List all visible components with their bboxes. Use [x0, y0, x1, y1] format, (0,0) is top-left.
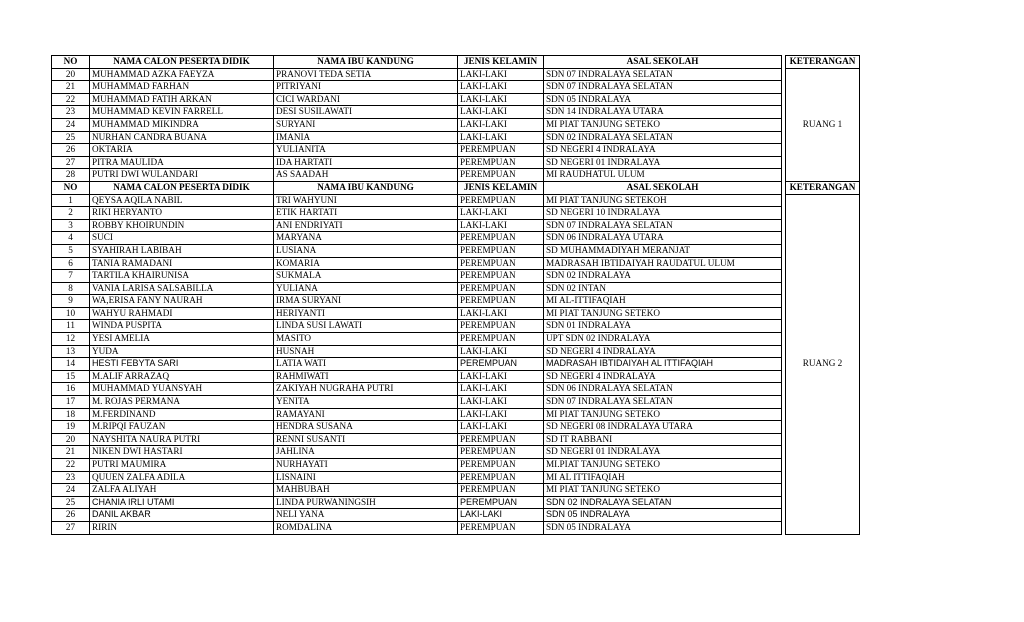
cell-keterangan-ruang: RUANG 2 [786, 194, 860, 534]
cell-asal-sekolah: MI PIAT TANJUNG SETEKOH [544, 194, 782, 207]
cell-nama-ibu: IRMA SURYANI [274, 295, 458, 308]
header-no: NO [52, 56, 90, 69]
table-row [52, 93, 860, 106]
cell-jenis-kelamin: LAKI-LAKI [458, 93, 544, 106]
header-jenis-kelamin: JENIS KELAMIN [458, 181, 544, 194]
cell-nama-ibu: LUSIANA [274, 244, 458, 257]
cell-no: 20 [52, 433, 90, 446]
table-row [52, 496, 860, 509]
header-no: NO [52, 181, 90, 194]
table-row [52, 270, 860, 283]
cell-nama-ibu: PITRIYANI [274, 81, 458, 94]
column-gap [782, 144, 786, 157]
cell-nama-calon: MUHAMMAD AZKA FAEYZA [90, 68, 274, 81]
cell-nama-ibu: HENDRA SUSANA [274, 421, 458, 434]
cell-asal-sekolah: SDN 07 INDRALAYA SELATAN [544, 219, 782, 232]
cell-nama-ibu: MARYANA [274, 232, 458, 245]
cell-jenis-kelamin: LAKI-LAKI [458, 307, 544, 320]
cell-nama-calon: ROBBY KHOIRUNDIN [90, 219, 274, 232]
table-row [52, 207, 860, 220]
document-page [51, 55, 859, 535]
cell-nama-calon: SUCI [90, 232, 274, 245]
cell-asal-sekolah: UPT SDN 02 INDRALAYA [544, 333, 782, 346]
cell-no: 23 [52, 471, 90, 484]
cell-nama-calon: VANIA LARISA SALSABILLA [90, 282, 274, 295]
column-gap [782, 282, 786, 295]
cell-jenis-kelamin: PEREMPUAN [458, 459, 544, 472]
cell-jenis-kelamin: PEREMPUAN [458, 257, 544, 270]
column-gap [782, 232, 786, 245]
cell-jenis-kelamin: PEREMPUAN [458, 144, 544, 157]
cell-no: 28 [52, 169, 90, 182]
cell-no: 25 [52, 131, 90, 144]
cell-no: 12 [52, 333, 90, 346]
cell-jenis-kelamin: PEREMPUAN [458, 446, 544, 459]
cell-nama-calon: MUHAMMAD YUANSYAH [90, 383, 274, 396]
cell-nama-calon: PUTRI DWI WULANDARI [90, 169, 274, 182]
header-nama-calon: NAMA CALON PESERTA DIDIK [90, 56, 274, 69]
cell-asal-sekolah: SDN 07 INDRALAYA SELATAN [544, 81, 782, 94]
cell-jenis-kelamin: PEREMPUAN [458, 232, 544, 245]
participant-table [51, 55, 860, 535]
cell-nama-calon: NAYSHITA NAURA PUTRI [90, 433, 274, 446]
cell-jenis-kelamin: PEREMPUAN [458, 282, 544, 295]
column-gap [782, 118, 786, 131]
header-nama-ibu: NAMA IBU KANDUNG [274, 181, 458, 194]
cell-nama-ibu: JAHLINA [274, 446, 458, 459]
cell-asal-sekolah: SD NEGERI 4 INDRALAYA [544, 345, 782, 358]
column-gap [782, 244, 786, 257]
table-row [52, 219, 860, 232]
cell-no: 2 [52, 207, 90, 220]
cell-asal-sekolah: MI PIAT TANJUNG SETEKO [544, 408, 782, 421]
column-gap [782, 219, 786, 232]
cell-no: 22 [52, 459, 90, 472]
table-row [52, 370, 860, 383]
cell-nama-ibu: LINDA PURWANINGSIH [274, 496, 458, 509]
cell-asal-sekolah: SDN 06 INDRALAYA SELATAN [544, 383, 782, 396]
column-gap [782, 370, 786, 383]
cell-jenis-kelamin: LAKI-LAKI [458, 219, 544, 232]
cell-asal-sekolah: MI AL ITTIFAQIAH [544, 471, 782, 484]
cell-nama-calon: M.FERDINAND [90, 408, 274, 421]
column-gap [782, 446, 786, 459]
cell-nama-calon: NIKEN DWI HASTARI [90, 446, 274, 459]
cell-nama-ibu: ETIK HARTATI [274, 207, 458, 220]
column-gap [782, 521, 786, 534]
cell-nama-ibu: MASITO [274, 333, 458, 346]
cell-no: 13 [52, 345, 90, 358]
cell-nama-calon: OKTARIA [90, 144, 274, 157]
cell-jenis-kelamin: LAKI-LAKI [458, 408, 544, 421]
cell-jenis-kelamin: PEREMPUAN [458, 471, 544, 484]
cell-nama-calon: WA,ERISA FANY NAURAH [90, 295, 274, 308]
cell-no: 24 [52, 118, 90, 131]
column-gap [782, 257, 786, 270]
cell-no: 27 [52, 521, 90, 534]
column-gap [782, 207, 786, 220]
table-body [52, 56, 860, 535]
cell-no: 27 [52, 156, 90, 169]
cell-no: 19 [52, 421, 90, 434]
column-gap [782, 106, 786, 119]
cell-no: 18 [52, 408, 90, 421]
table-row [52, 521, 860, 534]
cell-no: 9 [52, 295, 90, 308]
cell-nama-ibu: YULIANITA [274, 144, 458, 157]
table-row [52, 307, 860, 320]
table-row [52, 396, 860, 409]
cell-no: 20 [52, 68, 90, 81]
cell-asal-sekolah: SDN 05 INDRALAYA [544, 509, 782, 522]
cell-no: 8 [52, 282, 90, 295]
cell-nama-ibu: MAHBUBAH [274, 484, 458, 497]
cell-nama-ibu: LATIA WATI [274, 358, 458, 371]
header-asal-sekolah: ASAL SEKOLAH [544, 56, 782, 69]
cell-no: 24 [52, 484, 90, 497]
cell-nama-calon: CHANIA IRLI UTAMI [90, 496, 274, 509]
cell-nama-calon: QUUEN ZALFA ADILA [90, 471, 274, 484]
cell-jenis-kelamin: PEREMPUAN [458, 156, 544, 169]
table-row [52, 81, 860, 94]
cell-no: 6 [52, 257, 90, 270]
cell-nama-calon: MUHAMMAD MIKINDRA [90, 118, 274, 131]
cell-nama-calon: MUHAMMAD FARHAN [90, 81, 274, 94]
cell-asal-sekolah: SDN 02 INTAN [544, 282, 782, 295]
table-row [52, 194, 860, 207]
cell-no: 23 [52, 106, 90, 119]
cell-asal-sekolah: SDN 01 INDRALAYA [544, 320, 782, 333]
table-row [52, 446, 860, 459]
table-row [52, 408, 860, 421]
cell-jenis-kelamin: LAKI-LAKI [458, 106, 544, 119]
column-gap [782, 93, 786, 106]
cell-jenis-kelamin: PEREMPUAN [458, 320, 544, 333]
table-row [52, 106, 860, 119]
cell-asal-sekolah: SDN 07 INDRALAYA SELATAN [544, 396, 782, 409]
cell-no: 3 [52, 219, 90, 232]
cell-nama-calon: RIRIN [90, 521, 274, 534]
column-gap [782, 333, 786, 346]
cell-nama-calon: PITRA MAULIDA [90, 156, 274, 169]
cell-asal-sekolah: SD NEGERI 01 INDRALAYA [544, 156, 782, 169]
cell-jenis-kelamin: LAKI-LAKI [458, 68, 544, 81]
cell-nama-calon: QEYSA AQILA NABIL [90, 194, 274, 207]
cell-nama-ibu: NELI YANA [274, 509, 458, 522]
header-nama-calon: NAMA CALON PESERTA DIDIK [90, 181, 274, 194]
cell-nama-ibu: DESI SUSILAWATI [274, 106, 458, 119]
cell-nama-calon: TANIA RAMADANI [90, 257, 274, 270]
cell-jenis-kelamin: LAKI-LAKI [458, 421, 544, 434]
cell-nama-calon: NURHAN CANDRA BUANA [90, 131, 274, 144]
cell-asal-sekolah: SDN 05 INDRALAYA [544, 521, 782, 534]
cell-no: 21 [52, 446, 90, 459]
cell-nama-ibu: ZAKIYAH NUGRAHA PUTRI [274, 383, 458, 396]
cell-keterangan-ruang: RUANG 1 [786, 68, 860, 181]
column-gap [782, 396, 786, 409]
cell-jenis-kelamin: LAKI-LAKI [458, 207, 544, 220]
cell-asal-sekolah: SDN 07 INDRALAYA SELATAN [544, 68, 782, 81]
table-row [52, 421, 860, 434]
cell-nama-calon: YUDA [90, 345, 274, 358]
column-gap [782, 358, 786, 371]
cell-jenis-kelamin: PEREMPUAN [458, 433, 544, 446]
table-row [52, 169, 860, 182]
table-row [52, 232, 860, 245]
cell-asal-sekolah: SDN 14 INDRALAYA UTARA [544, 106, 782, 119]
cell-asal-sekolah: MI PIAT TANJUNG SETEKO [544, 484, 782, 497]
cell-no: 26 [52, 144, 90, 157]
cell-nama-calon: YESI AMELIA [90, 333, 274, 346]
cell-jenis-kelamin: PEREMPUAN [458, 194, 544, 207]
cell-jenis-kelamin: LAKI-LAKI [458, 345, 544, 358]
cell-nama-calon: M.RIPQI FAUZAN [90, 421, 274, 434]
cell-nama-calon: PUTRI MAUMIRA [90, 459, 274, 472]
table-row [52, 295, 860, 308]
table-row [52, 333, 860, 346]
table-row [52, 471, 860, 484]
cell-jenis-kelamin: LAKI-LAKI [458, 81, 544, 94]
table-row [52, 509, 860, 522]
table-row [52, 433, 860, 446]
cell-nama-ibu: PRANOVI TEDA SETIA [274, 68, 458, 81]
column-gap [782, 509, 786, 522]
cell-no: 7 [52, 270, 90, 283]
table-row [52, 156, 860, 169]
table-header-row [52, 56, 860, 69]
cell-nama-ibu: LISNAINI [274, 471, 458, 484]
cell-nama-ibu: HERIYANTI [274, 307, 458, 320]
cell-no: 16 [52, 383, 90, 396]
cell-jenis-kelamin: PEREMPUAN [458, 521, 544, 534]
cell-asal-sekolah: SD NEGERI 01 INDRALAYA [544, 446, 782, 459]
cell-nama-ibu: YENITA [274, 396, 458, 409]
cell-nama-calon: ZALFA ALIYAH [90, 484, 274, 497]
cell-jenis-kelamin: PEREMPUAN [458, 484, 544, 497]
table-row [52, 131, 860, 144]
column-gap [782, 81, 786, 94]
cell-nama-calon: TARTILA KHAIRUNISA [90, 270, 274, 283]
cell-no: 22 [52, 93, 90, 106]
column-gap [782, 471, 786, 484]
cell-asal-sekolah: SD MUHAMMADIYAH MERANJAT [544, 244, 782, 257]
column-gap [782, 484, 786, 497]
cell-asal-sekolah: MI PIAT TANJUNG SETEKO [544, 118, 782, 131]
cell-asal-sekolah: MI RAUDHATUL ULUM [544, 169, 782, 182]
header-jenis-kelamin: JENIS KELAMIN [458, 56, 544, 69]
cell-jenis-kelamin: PEREMPUAN [458, 496, 544, 509]
cell-no: 15 [52, 370, 90, 383]
cell-no: 11 [52, 320, 90, 333]
cell-jenis-kelamin: LAKI-LAKI [458, 383, 544, 396]
cell-nama-ibu: RAMAYANI [274, 408, 458, 421]
header-asal-sekolah: ASAL SEKOLAH [544, 181, 782, 194]
cell-nama-ibu: SUKMALA [274, 270, 458, 283]
cell-no: 4 [52, 232, 90, 245]
column-gap [782, 169, 786, 182]
table-row [52, 320, 860, 333]
cell-jenis-kelamin: PEREMPUAN [458, 169, 544, 182]
cell-nama-ibu: SURYANI [274, 118, 458, 131]
cell-nama-ibu: TRI WAHYUNI [274, 194, 458, 207]
cell-jenis-kelamin: LAKI-LAKI [458, 370, 544, 383]
cell-nama-ibu: RENNI SUSANTI [274, 433, 458, 446]
header-keterangan: KETERANGAN [786, 56, 860, 69]
cell-no: 26 [52, 509, 90, 522]
cell-jenis-kelamin: LAKI-LAKI [458, 509, 544, 522]
table-row [52, 257, 860, 270]
cell-nama-ibu: NURHAYATI [274, 459, 458, 472]
cell-no: 1 [52, 194, 90, 207]
table-header-row [52, 181, 860, 194]
cell-asal-sekolah: MI AL-ITTIFAQIAH [544, 295, 782, 308]
cell-asal-sekolah: MADRASAH IBTIDAIYAH RAUDATUL ULUM [544, 257, 782, 270]
cell-nama-calon: HESTI FEBYTA SARI [90, 358, 274, 371]
cell-asal-sekolah: MI PIAT TANJUNG SETEKO [544, 307, 782, 320]
cell-nama-calon: MUHAMMAD KEVIN FARRELL [90, 106, 274, 119]
column-gap [782, 421, 786, 434]
cell-jenis-kelamin: PEREMPUAN [458, 295, 544, 308]
cell-no: 14 [52, 358, 90, 371]
cell-nama-ibu: YULIANA [274, 282, 458, 295]
cell-asal-sekolah: MADRASAH IBTIDAIYAH AL ITTIFAQIAH [544, 358, 782, 371]
cell-asal-sekolah: MI.PIAT TANJUNG SETEKO [544, 459, 782, 472]
cell-no: 21 [52, 81, 90, 94]
column-gap [782, 408, 786, 421]
table-row [52, 345, 860, 358]
cell-jenis-kelamin: PEREMPUAN [458, 244, 544, 257]
cell-nama-ibu: CICI WARDANI [274, 93, 458, 106]
column-gap [782, 156, 786, 169]
column-gap [782, 131, 786, 144]
cell-jenis-kelamin: PEREMPUAN [458, 333, 544, 346]
column-gap [782, 270, 786, 283]
column-gap [782, 345, 786, 358]
table-row [52, 118, 860, 131]
cell-nama-ibu: IMANIA [274, 131, 458, 144]
table-row [52, 358, 860, 371]
cell-nama-calon: M.ALIF ARRAZAQ [90, 370, 274, 383]
cell-jenis-kelamin: LAKI-LAKI [458, 131, 544, 144]
cell-jenis-kelamin: LAKI-LAKI [458, 396, 544, 409]
cell-nama-calon: RIKI HERYANTO [90, 207, 274, 220]
cell-jenis-kelamin: LAKI-LAKI [458, 118, 544, 131]
column-gap [782, 433, 786, 446]
table-row [52, 484, 860, 497]
cell-asal-sekolah: SD NEGERI 08 INDRALAYA UTARA [544, 421, 782, 434]
table-row [52, 68, 860, 81]
table-row [52, 144, 860, 157]
cell-no: 10 [52, 307, 90, 320]
cell-nama-calon: WAHYU RAHMADI [90, 307, 274, 320]
cell-asal-sekolah: SD NEGERI 10 INDRALAYA [544, 207, 782, 220]
cell-jenis-kelamin: PEREMPUAN [458, 270, 544, 283]
cell-nama-calon: MUHAMMAD FATIH ARKAN [90, 93, 274, 106]
cell-nama-ibu: IDA HARTATI [274, 156, 458, 169]
column-gap [782, 295, 786, 308]
column-gap [782, 307, 786, 320]
cell-nama-ibu: ROMDALINA [274, 521, 458, 534]
table-row [52, 282, 860, 295]
cell-jenis-kelamin: PEREMPUAN [458, 358, 544, 371]
column-gap [782, 383, 786, 396]
cell-nama-calon: WINDA PUSPITA [90, 320, 274, 333]
cell-asal-sekolah: SDN 02 INDRALAYA [544, 270, 782, 283]
cell-nama-ibu: LINDA SUSI LAWATI [274, 320, 458, 333]
cell-nama-ibu: AS SAADAH [274, 169, 458, 182]
cell-nama-ibu: RAHMIWATI [274, 370, 458, 383]
cell-no: 25 [52, 496, 90, 509]
cell-nama-calon: M. ROJAS PERMANA [90, 396, 274, 409]
cell-nama-ibu: HUSNAH [274, 345, 458, 358]
cell-asal-sekolah: SD IT RABBANI [544, 433, 782, 446]
cell-nama-calon: SYAHIRAH LABIBAH [90, 244, 274, 257]
table-row [52, 383, 860, 396]
cell-nama-ibu: ANI ENDRIYATI [274, 219, 458, 232]
cell-no: 17 [52, 396, 90, 409]
header-keterangan: KETERANGAN [786, 181, 860, 194]
column-gap [782, 496, 786, 509]
cell-nama-ibu: KOMARIA [274, 257, 458, 270]
header-nama-ibu: NAMA IBU KANDUNG [274, 56, 458, 69]
cell-asal-sekolah: SDN 02 INDRALAYA SELATAN [544, 496, 782, 509]
cell-asal-sekolah: SDN 02 INDRALAYA SELATAN [544, 131, 782, 144]
table-row [52, 459, 860, 472]
cell-asal-sekolah: SDN 05 INDRALAYA [544, 93, 782, 106]
column-gap [782, 459, 786, 472]
column-gap [782, 320, 786, 333]
cell-asal-sekolah: SDN 06 INDRALAYA UTARA [544, 232, 782, 245]
cell-asal-sekolah: SD NEGERI 4 INDRALAYA [544, 144, 782, 157]
cell-nama-calon: DANIL AKBAR [90, 509, 274, 522]
cell-asal-sekolah: SD NEGERI 4 INDRALAYA [544, 370, 782, 383]
cell-no: 5 [52, 244, 90, 257]
table-row [52, 244, 860, 257]
